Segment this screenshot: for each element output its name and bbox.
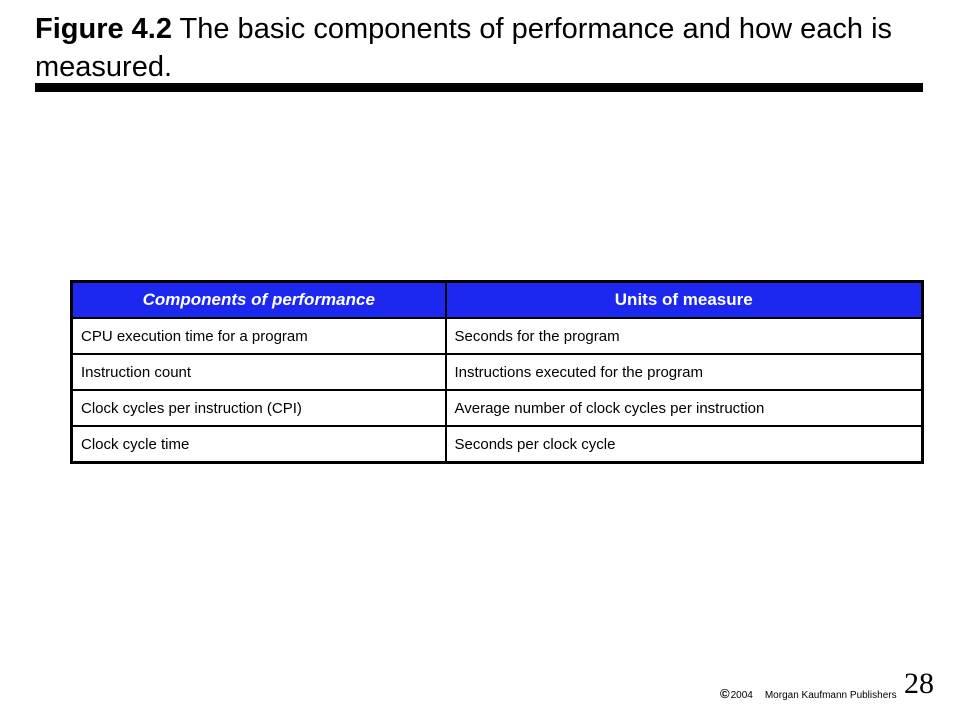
table-cell: Seconds per clock cycle — [454, 435, 616, 453]
table-cell: Clock cycle time — [72, 426, 446, 463]
table-cell: Instruction count — [72, 354, 446, 390]
copyright-year: 2004 — [730, 690, 753, 701]
table-cell: Instructions executed for the program — [446, 354, 923, 390]
table-cell: Seconds for the program — [446, 318, 923, 354]
table-row — [72, 354, 923, 390]
column-header-components: Components of performance — [72, 282, 446, 319]
copyright-notice — [720, 686, 897, 701]
table-cell: Clock cycles per instruction (CPI) — [72, 390, 446, 426]
title-underline — [35, 83, 923, 92]
table-row — [72, 390, 923, 426]
table-cell: CPU execution time for a program — [72, 318, 446, 354]
publisher-name: Morgan Kaufmann Publishers — [764, 690, 897, 701]
column-header-units: Units of measure — [446, 282, 923, 319]
slide-title — [35, 10, 905, 86]
table-row — [72, 426, 923, 463]
page-number: 28 — [904, 667, 934, 700]
copyright-icon: © — [720, 686, 730, 701]
table-header-row — [72, 282, 923, 319]
table-row — [72, 318, 923, 354]
figure-label: Figure 4.2 — [35, 13, 172, 45]
figure-caption: The basic components of performance and how each is measured. — [35, 13, 893, 83]
table-cell: Average number of clock cycles per instruction — [446, 390, 923, 426]
performance-table — [70, 280, 924, 464]
